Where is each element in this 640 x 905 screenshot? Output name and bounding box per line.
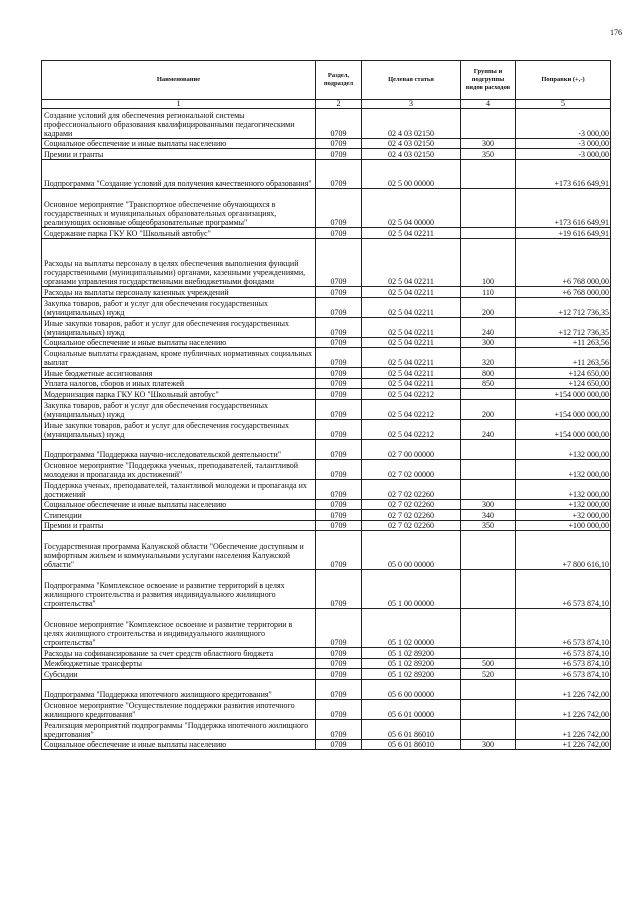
row-article: 02 5 04 02211 — [362, 317, 461, 337]
row-amount: +1 226 742,00 — [516, 719, 611, 739]
col-number: 2 — [316, 100, 362, 109]
row-article: 05 6 01 00000 — [362, 699, 461, 719]
budget-amendments-table — [41, 60, 611, 750]
col-header-groups: Группы и подгруппы видов расходов — [461, 61, 516, 100]
row-article: 02 5 04 02211 — [362, 297, 461, 317]
row-amount: +6 573 874,10 — [516, 658, 611, 669]
row-group: 100 — [461, 238, 516, 287]
row-article: 02 5 04 02211 — [362, 228, 461, 239]
row-article: 02 7 00 00000 — [362, 439, 461, 459]
table-row — [42, 439, 611, 459]
row-amount: -3 000,00 — [516, 138, 611, 149]
row-group — [461, 439, 516, 459]
row-section: 0709 — [316, 658, 362, 669]
row-section: 0709 — [316, 499, 362, 510]
row-name: Субсидии — [42, 669, 316, 680]
table-row — [42, 499, 611, 510]
row-section: 0709 — [316, 699, 362, 719]
row-name: Социальное обеспечение и иные выплаты населению — [42, 499, 316, 510]
table-row — [42, 189, 611, 228]
row-name: Содержание парка ГКУ КО "Школьный автобус" — [42, 228, 316, 239]
row-article: 02 5 04 02211 — [362, 238, 461, 287]
row-article: 02 4 03 02150 — [362, 138, 461, 149]
row-group: 200 — [461, 399, 516, 419]
row-article: 05 1 02 89200 — [362, 669, 461, 680]
table-row — [42, 149, 611, 160]
table-row — [42, 348, 611, 368]
row-section: 0709 — [316, 317, 362, 337]
row-amount: -3 000,00 — [516, 109, 611, 139]
row-article: 02 5 04 02212 — [362, 399, 461, 419]
row-section: 0709 — [316, 189, 362, 228]
row-section: 0709 — [316, 337, 362, 348]
row-name: Стипендии — [42, 510, 316, 521]
row-name: Подпрограмма "Поддержка научно-исследовательской деятельности" — [42, 439, 316, 459]
row-group: 200 — [461, 297, 516, 317]
row-article: 02 7 02 02260 — [362, 510, 461, 521]
row-name: Социальное обеспечение и иные выплаты населению — [42, 138, 316, 149]
row-name: Межбюджетные трансферты — [42, 658, 316, 669]
row-amount: +154 000 000,00 — [516, 399, 611, 419]
row-group — [461, 228, 516, 239]
row-article: 02 4 03 02150 — [362, 109, 461, 139]
row-group: 300 — [461, 138, 516, 149]
row-amount: +173 616 649,91 — [516, 159, 611, 189]
row-article: 05 0 00 00000 — [362, 531, 461, 570]
row-name: Реализация мероприятий подпрограммы "Поддержка ипотечного жилищного кредитования" — [42, 719, 316, 739]
row-section: 0709 — [316, 570, 362, 609]
table-row — [42, 648, 611, 659]
row-section: 0709 — [316, 297, 362, 317]
row-amount: +173 616 649,91 — [516, 189, 611, 228]
row-article: 05 6 01 86010 — [362, 719, 461, 739]
row-section: 0709 — [316, 479, 362, 499]
table-row — [42, 337, 611, 348]
row-amount: +124 650,00 — [516, 378, 611, 389]
row-amount: +124 650,00 — [516, 368, 611, 379]
row-amount: +11 263,56 — [516, 348, 611, 368]
row-group — [461, 570, 516, 609]
row-name: Иные бюджетные ассигнования — [42, 368, 316, 379]
row-group: 240 — [461, 419, 516, 439]
row-name: Подпрограмма "Поддержка ипотечного жилищного кредитования" — [42, 679, 316, 699]
row-amount: +6 573 874,10 — [516, 609, 611, 648]
row-name: Социальные выплаты гражданам, кроме публичных нормативных социальных выплат — [42, 348, 316, 368]
row-article: 02 5 04 02211 — [362, 368, 461, 379]
table-row — [42, 679, 611, 699]
col-number: 5 — [516, 100, 611, 109]
row-article: 02 5 04 00000 — [362, 189, 461, 228]
row-article: 05 1 00 00000 — [362, 570, 461, 609]
row-name: Социальное обеспечение и иные выплаты населению — [42, 739, 316, 750]
row-group: 500 — [461, 658, 516, 669]
table-row — [42, 531, 611, 570]
row-section: 0709 — [316, 439, 362, 459]
row-section: 0709 — [316, 368, 362, 379]
row-group: 800 — [461, 368, 516, 379]
table-row — [42, 378, 611, 389]
row-amount: +11 263,56 — [516, 337, 611, 348]
row-section: 0709 — [316, 348, 362, 368]
row-group: 850 — [461, 378, 516, 389]
table-row — [42, 479, 611, 499]
row-amount: +132 000,00 — [516, 479, 611, 499]
row-amount: +12 712 736,35 — [516, 297, 611, 317]
row-section: 0709 — [316, 228, 362, 239]
table-row — [42, 419, 611, 439]
row-article: 02 5 04 02212 — [362, 389, 461, 400]
row-group — [461, 679, 516, 699]
table-row — [42, 658, 611, 669]
row-name: Основное мероприятие "Транспортное обеспечение обучающихся в государственных и муниципальных образовательных организациях, реализующих основные общеобразовательные программы" — [42, 189, 316, 228]
row-article: 02 5 04 02211 — [362, 337, 461, 348]
row-article: 02 5 04 02211 — [362, 348, 461, 368]
table-row — [42, 389, 611, 400]
row-section: 0709 — [316, 238, 362, 287]
table-row — [42, 297, 611, 317]
row-name: Расходы на выплаты персоналу в целях обеспечения выполнения функций государственными (муниципальными) органами, казенными учреждениями, органами управления государственными внебюджетными фондами — [42, 238, 316, 287]
row-section: 0709 — [316, 739, 362, 750]
row-amount: +100 000,00 — [516, 520, 611, 531]
row-name: Основное мероприятие "Комплексное освоение и развитие территории в целях жилищного строительства и индивидуального жилищного строительства" — [42, 609, 316, 648]
row-amount: +1 226 742,00 — [516, 739, 611, 750]
row-name: Уплата налогов, сборов и иных платежей — [42, 378, 316, 389]
row-amount: +6 573 874,10 — [516, 648, 611, 659]
row-section: 0709 — [316, 459, 362, 479]
row-article: 02 5 00 00000 — [362, 159, 461, 189]
row-amount: +154 000 000,00 — [516, 389, 611, 400]
row-amount: +6 573 874,10 — [516, 570, 611, 609]
row-group — [461, 159, 516, 189]
row-section: 0709 — [316, 679, 362, 699]
row-amount: +32 000,00 — [516, 510, 611, 521]
row-name: Основное мероприятие "Поддержка ученых, преподавателей, талантливой молодежи и пропаганда их достижений" — [42, 459, 316, 479]
row-section: 0709 — [316, 109, 362, 139]
row-article: 05 6 01 86010 — [362, 739, 461, 750]
table-row — [42, 138, 611, 149]
table-row — [42, 510, 611, 521]
row-name: Премии и гранты — [42, 520, 316, 531]
table-row — [42, 609, 611, 648]
table-header-row — [42, 61, 611, 100]
row-article: 02 5 04 02212 — [362, 419, 461, 439]
row-group — [461, 189, 516, 228]
row-name: Закупка товаров, работ и услуг для обеспечения государственных (муниципальных) нужд — [42, 399, 316, 419]
table-row — [42, 399, 611, 419]
page-number: 176 — [610, 28, 622, 37]
row-name: Расходы на выплаты персоналу казенных учреждений — [42, 287, 316, 298]
row-section: 0709 — [316, 609, 362, 648]
table-row — [42, 368, 611, 379]
row-group: 300 — [461, 739, 516, 750]
row-article: 05 6 00 00000 — [362, 679, 461, 699]
row-group: 520 — [461, 669, 516, 680]
table-row — [42, 228, 611, 239]
row-article: 02 4 03 02150 — [362, 149, 461, 160]
row-group: 340 — [461, 510, 516, 521]
table-row — [42, 669, 611, 680]
row-group: 350 — [461, 520, 516, 531]
row-group: 110 — [461, 287, 516, 298]
row-article: 05 1 02 89200 — [362, 658, 461, 669]
row-section: 0709 — [316, 648, 362, 659]
row-group: 300 — [461, 499, 516, 510]
row-amount: +6 573 874,10 — [516, 669, 611, 680]
row-name: Модернизация парка ГКУ КО "Школьный автобус" — [42, 389, 316, 400]
row-article: 05 1 02 89200 — [362, 648, 461, 659]
table-row — [42, 317, 611, 337]
row-name: Расходы на софинансирование за счет средств областного бюджета — [42, 648, 316, 659]
row-amount: +12 712 736,35 — [516, 317, 611, 337]
row-group: 240 — [461, 317, 516, 337]
row-group — [461, 109, 516, 139]
row-section: 0709 — [316, 669, 362, 680]
row-amount: +1 226 742,00 — [516, 699, 611, 719]
table-row — [42, 570, 611, 609]
row-article: 02 7 02 02260 — [362, 520, 461, 531]
row-name: Премии и гранты — [42, 149, 316, 160]
row-name: Поддержка ученых, преподавателей, талантливой молодежи и пропаганда их достижений — [42, 479, 316, 499]
row-group — [461, 389, 516, 400]
table-row — [42, 719, 611, 739]
row-section: 0709 — [316, 159, 362, 189]
row-group — [461, 531, 516, 570]
row-group — [461, 479, 516, 499]
row-group — [461, 699, 516, 719]
table-row — [42, 287, 611, 298]
col-header-section: Раздел, подраздел — [316, 61, 362, 100]
row-section: 0709 — [316, 378, 362, 389]
row-section: 0709 — [316, 389, 362, 400]
col-header-amendments: Поправки (+,-) — [516, 61, 611, 100]
table-row — [42, 520, 611, 531]
row-name: Иные закупки товаров, работ и услуг для обеспечения государственных (муниципальных) нужд — [42, 419, 316, 439]
row-section: 0709 — [316, 510, 362, 521]
row-article: 02 7 02 00000 — [362, 459, 461, 479]
row-article: 02 5 04 02211 — [362, 378, 461, 389]
col-number: 4 — [461, 100, 516, 109]
row-group: 350 — [461, 149, 516, 160]
table-row — [42, 459, 611, 479]
row-amount: +1 226 742,00 — [516, 679, 611, 699]
row-name: Создание условий для обеспечения региональной системы профессионального образования квалифицированными педагогическими кадрами — [42, 109, 316, 139]
column-number-row — [42, 100, 611, 109]
table-row — [42, 159, 611, 189]
row-group — [461, 648, 516, 659]
row-section: 0709 — [316, 419, 362, 439]
row-name: Социальное обеспечение и иные выплаты населению — [42, 337, 316, 348]
row-name: Подпрограмма "Создание условий для получения качественного образования" — [42, 159, 316, 189]
row-section: 0709 — [316, 138, 362, 149]
row-article: 02 5 04 02211 — [362, 287, 461, 298]
row-section: 0709 — [316, 149, 362, 160]
row-section: 0709 — [316, 399, 362, 419]
row-amount: +6 768 000,00 — [516, 287, 611, 298]
row-section: 0709 — [316, 531, 362, 570]
row-amount: +132 000,00 — [516, 439, 611, 459]
col-header-name: Наименование — [42, 61, 316, 100]
row-name: Иные закупки товаров, работ и услуг для обеспечения государственных (муниципальных) нужд — [42, 317, 316, 337]
row-amount: +7 800 616,10 — [516, 531, 611, 570]
row-section: 0709 — [316, 520, 362, 531]
row-section: 0709 — [316, 719, 362, 739]
row-group: 320 — [461, 348, 516, 368]
row-group — [461, 719, 516, 739]
row-group — [461, 609, 516, 648]
row-amount: +154 000 000,00 — [516, 419, 611, 439]
row-article: 02 7 02 02260 — [362, 499, 461, 510]
row-group: 300 — [461, 337, 516, 348]
col-number: 1 — [42, 100, 316, 109]
table-row — [42, 109, 611, 139]
row-name: Закупка товаров, работ и услуг для обеспечения государственных (муниципальных) нужд — [42, 297, 316, 317]
row-name: Подпрограмма "Комплексное освоение и развитие территорий в целях жилищного строительства и развития индивидуального жилищного строительства" — [42, 570, 316, 609]
row-amount: +6 768 000,00 — [516, 238, 611, 287]
row-name: Государственная программа Калужской области "Обеспечение доступным и комфортным жильем и коммунальными услугами населения Калужской области" — [42, 531, 316, 570]
row-name: Основное мероприятие "Осуществление поддержки развития ипотечного жилищного кредитования" — [42, 699, 316, 719]
col-header-article: Целевая статья — [362, 61, 461, 100]
row-amount: +132 000,00 — [516, 499, 611, 510]
row-article: 02 7 02 02260 — [362, 479, 461, 499]
row-article: 05 1 02 00000 — [362, 609, 461, 648]
row-group — [461, 459, 516, 479]
row-amount: -3 000,00 — [516, 149, 611, 160]
table-row — [42, 699, 611, 719]
col-number: 3 — [362, 100, 461, 109]
row-amount: +132 000,00 — [516, 459, 611, 479]
table-row — [42, 238, 611, 287]
row-amount: +19 616 649,91 — [516, 228, 611, 239]
table-row — [42, 739, 611, 750]
row-section: 0709 — [316, 287, 362, 298]
